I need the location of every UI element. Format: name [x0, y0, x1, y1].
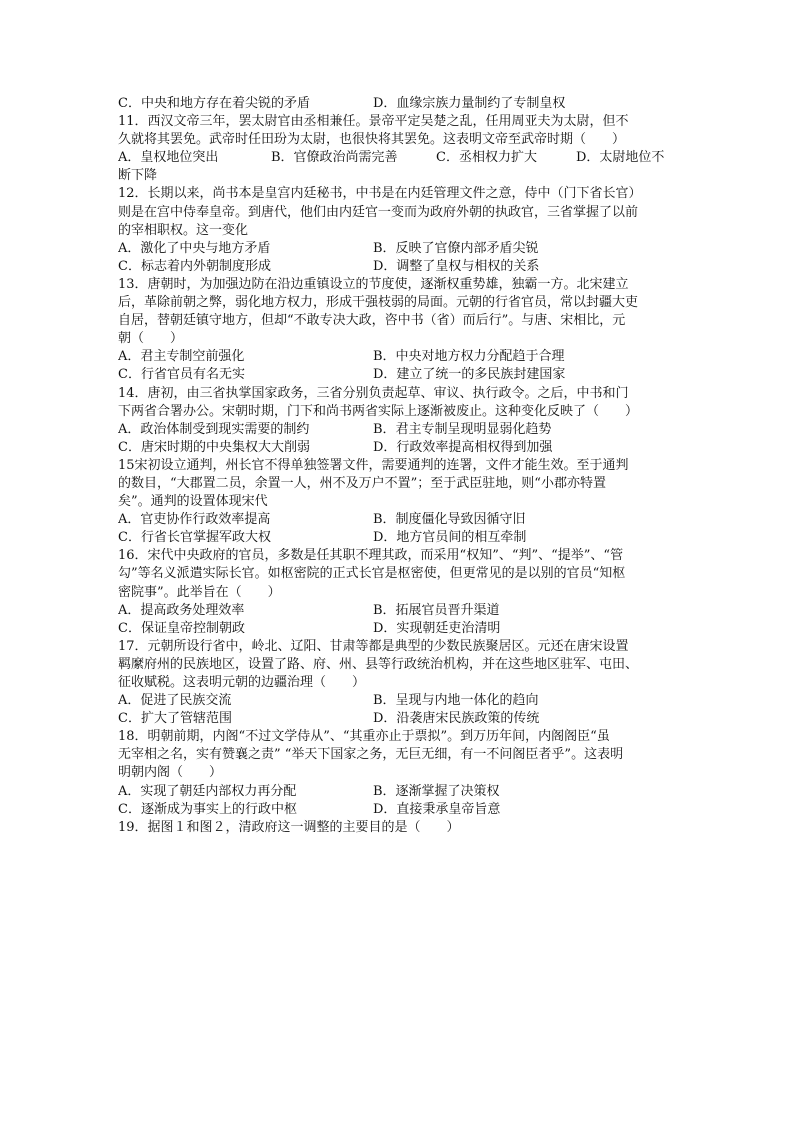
q15-stem-line-3: 矣”。通判的设置体现宋代 — [118, 494, 268, 510]
question-15-options-ab — [118, 511, 678, 529]
question-12-options-ab — [118, 240, 678, 258]
q18-option-c: C．逐渐成为事实上的行政中枢 — [118, 801, 297, 817]
q11-stem-line-2: 久就将其罢免。武帝时任田玢为太尉，也很快将其罢免。这表明文帝至武帝时期（ ） — [118, 132, 626, 148]
q13-stem-line-3: 自居，替朝廷镇守地方，但却“不敢专决大政，咨中书（省）而后行”。与唐、宋相比，元 — [118, 313, 626, 329]
question-18-options-cd — [118, 801, 678, 819]
q11-stem-line-1: 11．西汉文帝三年，罢太尉官由丞相兼任。景帝平定吴楚之乱，任用周亚夫为太尉，但不 — [118, 114, 629, 130]
q14-option-d: D．行政效率提高相权得到加强 — [373, 439, 553, 455]
q11-option-c: C．丞相权力扩大 — [436, 150, 537, 166]
q18-option-b: B．逐渐掌握了决策权 — [373, 783, 500, 799]
q17-option-d: D．沿袭唐宋民族政策的传统 — [373, 711, 540, 727]
q18-stem-line-1: 18．明朝前期，内阁“不过文学侍从”、“其重亦止于票拟”。到万历年间，内阁阁臣“虽 — [118, 729, 610, 745]
q15-stem-line-2: 的数目，“大郡置二员，余置一人，州不及万户不置”；至于武臣驻地，则“小郡亦特置 — [118, 475, 606, 491]
q18-stem-line-3: 明朝内阁（ ） — [118, 765, 223, 781]
question-17-options-ab — [118, 692, 678, 710]
q11-option-b: B．官僚政治尚需完善 — [271, 150, 398, 166]
q18-option-a: A．实现了朝廷内部权力再分配 — [118, 783, 297, 799]
q16-option-d: D．实现朝廷吏治清明 — [373, 620, 501, 636]
q17-option-c: C．扩大了管辖范围 — [118, 711, 232, 727]
q15-option-c: C．行省长官掌握军政大权 — [118, 530, 271, 546]
q16-stem-line-1: 16．宋代中央政府的官员，多数是任其职不理其政，而采用“权知”、“判”、“提举”、“管 — [118, 548, 624, 564]
q19-stem-line-1: 19．据图１和图２，清政府这一调整的主要目的是（ ） — [118, 819, 460, 835]
q12-option-c: C．标志着内外朝制度形成 — [118, 258, 271, 274]
q17-stem-line-2: 羁縻府州的民族地区，设置了路、府、州、县等行政统治机构，并在这些地区驻军、屯田、 — [118, 656, 639, 672]
q13-stem-line-2: 后，革除前朝之弊，弱化地方权力，形成干强枝弱的局面。元朝的行省官员，常以封疆大吏 — [118, 295, 639, 311]
q11-option-d: D．太尉地位不 — [576, 150, 665, 166]
q11-option-a: A．皇权地位突出 — [118, 150, 219, 166]
q14-option-c: C．唐宋时期的中央集权大大削弱 — [118, 439, 310, 455]
q15-option-a: A．官吏协作行政效率提高 — [118, 512, 271, 528]
q17-option-b: B．呈现与内地一体化的趋向 — [373, 693, 539, 709]
question-13-options-cd — [118, 366, 678, 384]
q10-option-d: D．血缘宗族力量制约了专制皇权 — [373, 96, 566, 111]
question-18-options-ab — [118, 783, 678, 801]
q14-option-a: A．政治体制受到现实需要的制约 — [118, 421, 310, 437]
question-11-options — [118, 149, 678, 167]
q16-stem-line-3: 密院事”。此举旨在（ ） — [118, 584, 281, 600]
q17-stem-line-3: 征收赋税。这表明元朝的边疆治理（ ） — [118, 675, 366, 690]
question-17-options-cd — [118, 710, 678, 728]
q10-option-c: C．中央和地方存在着尖锐的矛盾 — [118, 96, 310, 111]
q17-option-a: A．促进了民族交流 — [118, 693, 232, 709]
q13-option-b: B．中央对地方权力分配趋于合理 — [373, 349, 565, 365]
question-list — [118, 95, 678, 837]
q15-option-b: B．制度僵化导致因循守旧 — [373, 512, 526, 528]
q16-option-c: C．保证皇帝控制朝政 — [118, 620, 245, 636]
q15-option-d: D．地方官员间的相互牵制 — [373, 530, 527, 546]
question-16-options-ab — [118, 602, 678, 620]
question-15-options-cd — [118, 529, 678, 547]
q12-option-d: D．调整了皇权与相权的关系 — [373, 258, 540, 274]
question-13-options-ab — [118, 348, 678, 366]
q16-option-a: A．提高政务处理效率 — [118, 602, 245, 618]
q18-stem-line-2: 无宰相之名，实有赞襄之责” “举天下国家之务，无巨无细，有一不问阁臣者乎”。这表明 — [118, 747, 624, 763]
q13-option-a: A．君主专制空前强化 — [118, 349, 245, 365]
question-16-options-cd — [118, 620, 678, 638]
q14-option-b: B．君主专制呈现明显弱化趋势 — [373, 421, 552, 437]
q11-option-d-continued: 断下降 — [118, 168, 158, 184]
q12-stem-line-3: 的宰相职权。这一变化 — [118, 222, 249, 238]
q14-stem-line-1: 14．唐初，由三省执掌国家政务，三省分别负责起草、审议、执行政令。之后，中书和门 — [118, 385, 629, 401]
q18-option-d: D．直接秉承皇帝旨意 — [373, 801, 501, 817]
question-14-options-cd — [118, 439, 678, 457]
q12-stem-line-1: 12．长期以来，尚书本是皇宫内廷秘书，中书是在内廷管理文件之意，侍中（门下省长官） — [118, 186, 642, 202]
q16-stem-line-2: 勾”等名义派遣实际长官。如枢密院的正式长官是枢密使，但更常见的是以别的官员“知枢 — [118, 566, 626, 582]
q13-option-d: D．建立了统一的多民族封建国家 — [373, 367, 566, 383]
q12-stem-line-2: 则是在宫中侍奉皇帝。到唐代，他们由内廷官一变而为政府外朝的执政官，三省掌握了以前 — [118, 204, 639, 220]
q16-option-b: B．拓展官员晋升渠道 — [373, 602, 500, 618]
q13-stem-line-4: 朝（ ） — [118, 331, 184, 347]
q12-option-b: B．反映了官僚内部矛盾尖锐 — [373, 240, 539, 256]
question-12-options-cd — [118, 258, 678, 276]
question-14-options-ab — [118, 421, 678, 439]
question-10-options — [118, 95, 678, 113]
q13-stem-line-1: 13．唐朝时，为加强边防在沿边重镇设立的节度使，逐渐权重势雄，独霸一方。北宋建立 — [118, 276, 629, 292]
q12-option-a: A．激化了中央与地方矛盾 — [118, 240, 271, 256]
q15-stem-line-1: 15宋初设立通判，州长官不得单独签署文件，需要通判的连署，文件才能生效。至于通判 — [118, 457, 629, 473]
q14-stem-line-2: 下两省合署办公。宋朝时期，门下和尚书两省实际上逐渐被废止。这种变化反映了（ ） — [118, 403, 639, 419]
q17-stem-line-1: 17．元朝所设行省中，岭北、辽阳、甘肃等都是典型的少数民族聚居区。元还在唐宋设置 — [118, 638, 629, 654]
q13-option-c: C．行省官员有名无实 — [118, 367, 245, 383]
